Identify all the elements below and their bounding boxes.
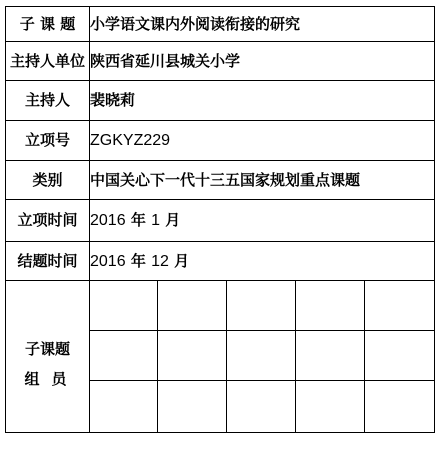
member-cell [227, 281, 296, 331]
member-cell [296, 331, 365, 381]
approval-year: 2016 [90, 212, 126, 229]
member-cell [296, 381, 365, 433]
member-cell [90, 381, 158, 433]
table-row [6, 7, 435, 42]
member-cell [227, 381, 296, 433]
approval-month: 1 [151, 212, 160, 229]
category-label: 类别 [6, 161, 90, 200]
members-label-line2: 组员 [24, 369, 79, 388]
table-row [6, 200, 435, 242]
member-cell [296, 281, 365, 331]
completion-time-value [90, 242, 435, 281]
table-row [6, 242, 435, 281]
host-label: 主持人 [6, 81, 90, 121]
host-unit-label: 主持人单位 [6, 42, 90, 81]
table-row [6, 81, 435, 121]
member-cell [227, 331, 296, 381]
member-cell [90, 331, 158, 381]
member-cell [158, 331, 227, 381]
completion-year-unit: 年 [130, 251, 146, 270]
completion-month-unit: 月 [174, 251, 190, 270]
category-value: 中国关心下一代十三五国家规划重点课题 [90, 161, 435, 200]
project-number-label: 立项号 [6, 121, 90, 161]
members-label-line1: 子课题 [24, 339, 70, 358]
project-number-value: ZGKYZ229 [90, 121, 435, 161]
table-row [6, 161, 435, 200]
host-unit-value: 陕西省延川县城关小学 [90, 42, 435, 81]
table-row [6, 281, 435, 331]
host-value: 裴晓莉 [90, 81, 435, 121]
completion-year: 2016 [90, 252, 126, 270]
member-cell [365, 281, 435, 331]
approval-year-unit: 年 [130, 211, 146, 229]
approval-time-value [90, 200, 435, 242]
member-cell [365, 381, 435, 433]
member-cell [90, 281, 158, 331]
member-cell [158, 281, 227, 331]
member-cell [158, 381, 227, 433]
member-cell [365, 331, 435, 381]
completion-time-label: 结题时间 [6, 242, 90, 281]
project-info-table [5, 6, 435, 433]
approval-time-label: 立项时间 [6, 200, 90, 242]
subject-value: 小学语文课内外阅读衔接的研究 [90, 7, 435, 42]
table-row [6, 42, 435, 81]
table-row [6, 121, 435, 161]
subject-label: 子 课 题 [6, 7, 90, 42]
completion-month: 12 [151, 252, 169, 270]
approval-month-unit: 月 [165, 211, 181, 229]
members-label [6, 281, 90, 433]
